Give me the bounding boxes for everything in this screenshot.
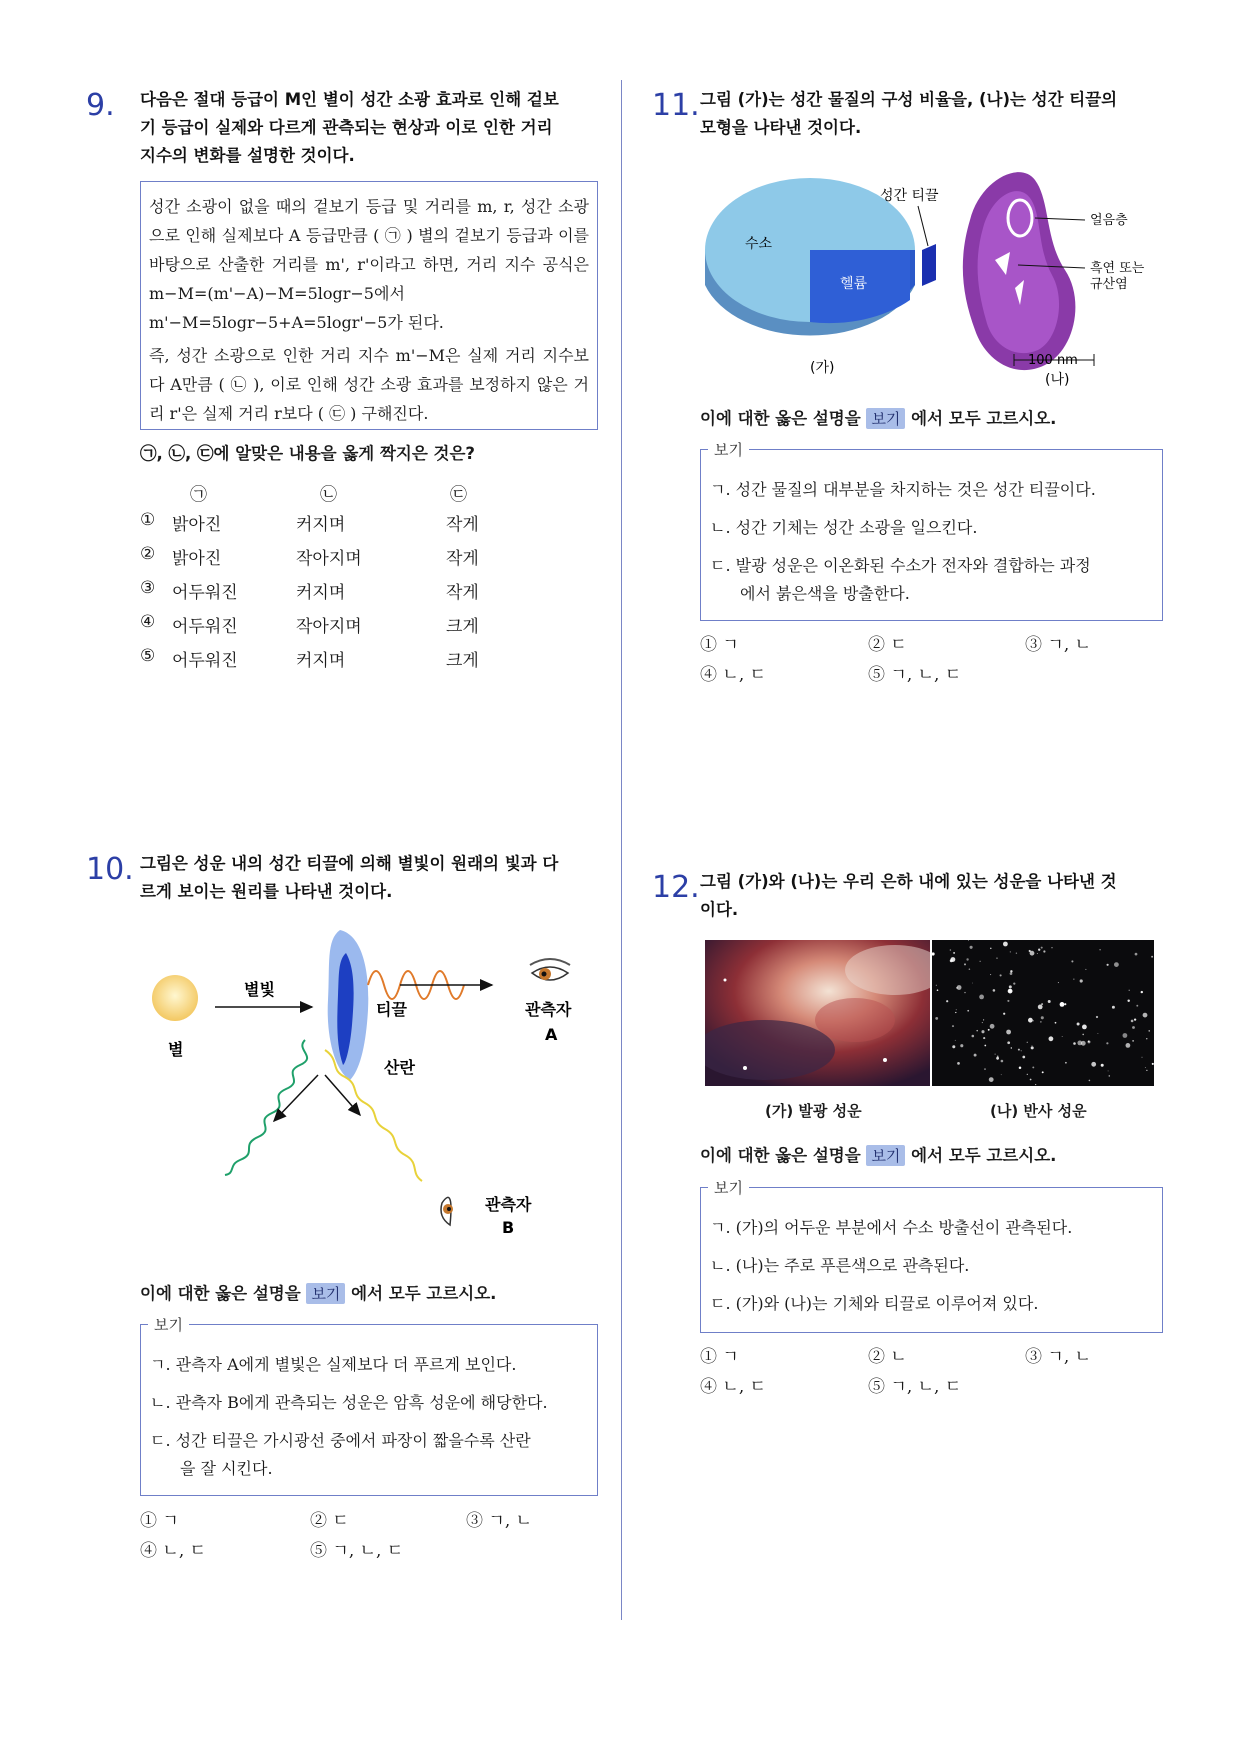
star-icon <box>152 975 198 1021</box>
option[interactable]: ③ ㄱ, ㄴ <box>1025 1347 1092 1367</box>
stem-line: 이다. <box>700 900 739 919</box>
choice-cell: 밝아진 <box>172 549 222 569</box>
choice-cell: 커지며 <box>296 651 346 671</box>
eye-b-icon <box>441 1197 453 1225</box>
col-header: ㉠ <box>190 485 207 505</box>
question-12-number: 12. <box>652 870 700 905</box>
bogi-item: ㄷ. 발광 성운은 이온화된 수소가 전자와 결합하는 과정 <box>710 556 1091 575</box>
choice-cell: 작게 <box>446 583 479 603</box>
caption-emission: (가) 발광 성운 <box>765 1102 862 1120</box>
dust-label: 티끌 <box>376 1000 407 1019</box>
caption-reflection: (나) 반사 성운 <box>990 1102 1087 1120</box>
option[interactable]: ② ㄴ <box>868 1347 907 1367</box>
option[interactable]: ⑤ ㄱ, ㄴ, ㄷ <box>310 1541 404 1561</box>
dust-share-label: 성간 티끌 <box>880 188 939 204</box>
scatter-arrow-right <box>325 1075 360 1115</box>
choice-number: ② <box>140 544 156 564</box>
choice-cell: 밝아진 <box>172 515 222 535</box>
option[interactable]: ⑤ ㄱ, ㄴ, ㄷ <box>868 1377 962 1397</box>
option[interactable]: ③ ㄱ, ㄴ <box>466 1511 533 1531</box>
observer-b-letter: B <box>502 1218 515 1237</box>
figure-na-label: (나) <box>1045 372 1070 388</box>
dust-grain-model <box>963 172 1145 388</box>
question-11-number: 11. <box>652 88 700 123</box>
scale-label: 100 nm <box>1028 353 1078 368</box>
choice-cell: 어두워진 <box>172 583 238 603</box>
bogi-label: 보기 <box>708 439 749 460</box>
choice-cell: 작아지며 <box>296 617 362 637</box>
choice-cell: 작아지며 <box>296 549 362 569</box>
option[interactable]: ④ ㄴ, ㄷ <box>700 1377 767 1397</box>
choice-cell: 커지며 <box>296 583 346 603</box>
question-9-ask: ㉠, ㉡, ㉢에 알맞은 내용을 옳게 짝지은 것은? <box>140 444 475 463</box>
question-10-ask: 이에 대한 옳은 설명을 보기 에서 모두 고르시오. <box>140 1284 497 1303</box>
question-12-ask: 이에 대한 옳은 설명을 보기 에서 모두 고르시오. <box>700 1146 1057 1165</box>
stem-line: 르게 보이는 원리를 나타낸 것이다. <box>140 882 393 901</box>
bogi-item: ㄴ. 관측자 B에게 관측되는 성운은 암흑 성운에 해당한다. <box>150 1393 548 1412</box>
bogi-tag: 보기 <box>866 408 905 429</box>
graphite-label-2: 규산염 <box>1090 277 1128 292</box>
option[interactable]: ④ ㄴ, ㄷ <box>140 1541 207 1561</box>
bogi-label: 보기 <box>708 1177 749 1198</box>
col-header: ㉡ <box>320 485 337 505</box>
col-header: ㉢ <box>450 485 467 505</box>
scattering-diagram <box>140 925 600 1255</box>
bogi-item: ㄱ. (가)의 어두운 부분에서 수소 방출선이 관측된다. <box>710 1218 1073 1237</box>
option[interactable]: ② ㄷ <box>310 1511 349 1531</box>
option[interactable]: ③ ㄱ, ㄴ <box>1025 635 1092 655</box>
option[interactable]: ① ㄱ <box>700 1347 739 1367</box>
emission-nebula-photo <box>705 940 930 1086</box>
choice-number: ④ <box>140 612 156 632</box>
hydrogen-label: 수소 <box>745 236 773 252</box>
question-9-passage-box <box>140 181 598 430</box>
scatter-label: 산란 <box>384 1058 415 1077</box>
stem-line: 기 등급이 실제와 다르게 관측되는 현상과 이로 인한 거리 <box>140 118 553 137</box>
choice-number: ① <box>140 510 156 530</box>
bogi-item: ㄷ. 성간 티끌은 가시광선 중에서 파장이 짧을수록 산란 <box>150 1431 531 1450</box>
figure-ga-label: (가) <box>810 360 835 376</box>
choice-cell: 어두워진 <box>172 651 238 671</box>
starlight-label: 별빛 <box>244 980 275 999</box>
option[interactable]: ② ㄷ <box>868 635 907 655</box>
question-10-stem <box>140 850 600 906</box>
star-label: 별 <box>168 1040 184 1059</box>
choice-cell: 어두워진 <box>172 617 238 637</box>
choice-cell: 크게 <box>446 617 479 637</box>
observer-a-letter: A <box>545 1025 558 1044</box>
passage-paragraph: 즉, 성간 소광으로 인한 거리 지수 m'−M은 실제 거리 지수보다 A만큼 ( ㉡ ), 이로 인해 성간 소광 효과를 보정하지 않은 거리 r'은 실제 거리 r보다 ( ㉢ ) 구해진다. <box>149 346 589 423</box>
stem-line: 모형을 나타낸 것이다. <box>700 118 862 137</box>
bogi-tag: 보기 <box>866 1145 905 1166</box>
graphite-label-1: 흑연 또는 <box>1090 261 1145 276</box>
stem-line: 그림은 성운 내의 성간 티끌에 의해 별빛이 원래의 빛과 다 <box>140 854 559 873</box>
bogi-label: 보기 <box>148 1314 189 1335</box>
question-11-stem <box>700 86 1165 142</box>
question-11-ask: 이에 대한 옳은 설명을 보기 에서 모두 고르시오. <box>700 409 1057 428</box>
option[interactable]: ① ㄱ <box>700 635 739 655</box>
reflection-nebula-photo <box>932 940 1154 1086</box>
question-10-number: 10. <box>86 852 134 887</box>
composition-pie-chart <box>705 178 939 376</box>
choice-number: ③ <box>140 578 156 598</box>
interstellar-matter-figure <box>700 160 1165 390</box>
passage-paragraph: 성간 소광이 없을 때의 겉보기 등급 및 거리를 m, r, 성간 소광으로 인해 실제보다 A 등급만큼 ( ㉠ ) 별의 겉보기 등급과 이를 바탕으로 산출한 거리를 m', r'이라고 하면, 거리 지수 공식은 m−M=(m'−A)−M=5logr−5에서 m'−M=5logr−5+A=5logr'−5가 된다. <box>149 197 589 332</box>
choice-number: ⑤ <box>140 646 156 666</box>
option[interactable]: ① ㄱ <box>140 1511 179 1531</box>
choice-cell: 작게 <box>446 515 479 535</box>
helium-label: 헬륨 <box>840 276 868 292</box>
question-9-stem <box>140 86 600 170</box>
ice-layer-label: 얼음층 <box>1090 213 1128 228</box>
eye-a-icon <box>530 959 570 980</box>
scatter-arrow-left <box>274 1075 318 1121</box>
choice-cell: 커지며 <box>296 515 346 535</box>
observer-b-label: 관측자 <box>485 1195 532 1214</box>
bogi-item: ㄴ. 성간 기체는 성간 소광을 일으킨다. <box>710 518 978 537</box>
column-divider <box>621 80 622 1620</box>
choice-cell: 크게 <box>446 651 479 671</box>
bogi-item: 에서 붉은색을 방출한다. <box>740 584 910 603</box>
bogi-tag: 보기 <box>306 1283 345 1304</box>
bogi-item: ㄷ. (가)와 (나)는 기체와 티끌로 이루어져 있다. <box>710 1294 1039 1313</box>
question-12-stem <box>700 868 1165 924</box>
choice-cell: 작게 <box>446 549 479 569</box>
bogi-item: 을 잘 시킨다. <box>180 1459 273 1478</box>
question-9-number: 9. <box>86 88 115 123</box>
stem-line: 지수의 변화를 설명한 것이다. <box>140 146 355 165</box>
observer-a-label: 관측자 <box>525 1000 572 1019</box>
green-wave <box>225 1040 307 1175</box>
stem-line: 다음은 절대 등급이 M인 별이 성간 소광 효과로 인해 겉보 <box>140 90 559 109</box>
option[interactable]: ④ ㄴ, ㄷ <box>700 665 767 685</box>
option[interactable]: ⑤ ㄱ, ㄴ, ㄷ <box>868 665 962 685</box>
bogi-item: ㄴ. (나)는 주로 푸른색으로 관측된다. <box>710 1256 970 1275</box>
bogi-item: ㄱ. 관측자 A에게 별빛은 실제보다 더 푸르게 보인다. <box>150 1355 517 1374</box>
stem-line: 그림 (가)와 (나)는 우리 은하 내에 있는 성운을 나타낸 것 <box>700 872 1117 891</box>
stem-line: 그림 (가)는 성간 물질의 구성 비율을, (나)는 성간 티끌의 <box>700 90 1118 109</box>
bogi-item: ㄱ. 성간 물질의 대부분을 차지하는 것은 성간 티끌이다. <box>710 480 1096 499</box>
